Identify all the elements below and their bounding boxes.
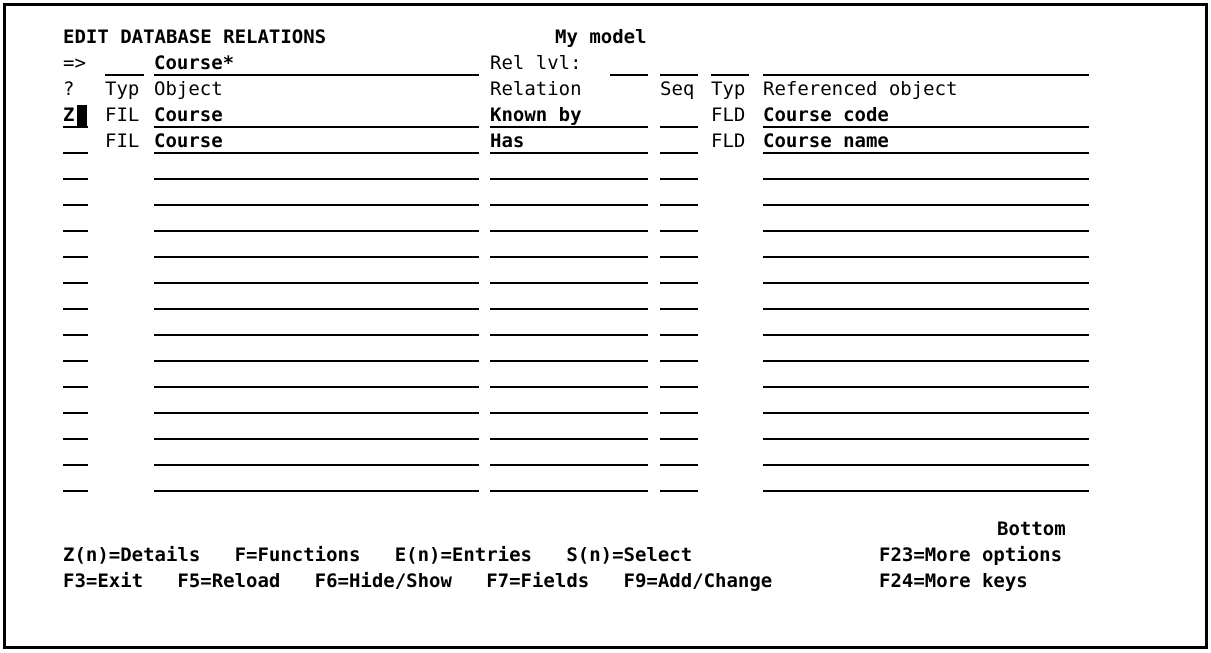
empty-object-input[interactable] [154, 390, 479, 414]
command-input[interactable] [105, 52, 144, 76]
empty-object-input[interactable] [154, 156, 479, 180]
empty-relation-input[interactable] [490, 260, 648, 284]
empty-option-input[interactable] [63, 260, 88, 284]
empty-relation-input[interactable] [490, 286, 648, 310]
empty-relation-input[interactable] [490, 364, 648, 388]
row-option-input[interactable]: Z [63, 104, 88, 128]
empty-referenced-input[interactable] [763, 364, 1089, 388]
empty-object-input[interactable] [154, 234, 479, 258]
empty-referenced-input[interactable] [763, 390, 1089, 414]
col-referenced-header: Referenced object [763, 78, 958, 100]
command-prompt: => [63, 52, 86, 74]
empty-option-input[interactable] [63, 390, 88, 414]
empty-seq-input[interactable] [660, 416, 698, 440]
empty-seq-input[interactable] [660, 234, 698, 258]
empty-object-input[interactable] [154, 338, 479, 362]
empty-relation-input[interactable] [490, 234, 648, 258]
empty-seq-input[interactable] [660, 364, 698, 388]
empty-seq-input[interactable] [660, 156, 698, 180]
empty-seq-input[interactable] [660, 260, 698, 284]
row-object[interactable]: Course [154, 104, 479, 128]
empty-option-input[interactable] [63, 364, 88, 388]
object-filter-field[interactable]: Course* [154, 52, 479, 76]
empty-seq-input[interactable] [660, 182, 698, 206]
empty-object-input[interactable] [154, 468, 479, 492]
empty-referenced-input[interactable] [763, 208, 1089, 232]
empty-relation-input[interactable] [490, 208, 648, 232]
row-ref-typ: FLD [711, 104, 746, 126]
col-relation-header: Relation [490, 78, 582, 100]
empty-seq-input[interactable] [660, 208, 698, 232]
row-typ: FIL [105, 104, 140, 126]
empty-referenced-input[interactable] [763, 260, 1089, 284]
row-relation[interactable]: Known by [490, 104, 648, 128]
col-seq-header: Seq [660, 78, 695, 100]
col-typ-header: Typ [105, 78, 140, 100]
rel-level-input[interactable] [610, 52, 648, 76]
empty-referenced-input[interactable] [763, 156, 1089, 180]
empty-seq-input[interactable] [660, 312, 698, 336]
empty-referenced-input[interactable] [763, 442, 1089, 466]
empty-option-input[interactable] [63, 442, 88, 466]
row-option-input[interactable] [63, 130, 88, 154]
empty-object-input[interactable] [154, 312, 479, 336]
empty-relation-input[interactable] [490, 390, 648, 414]
position-indicator: Bottom [997, 518, 1066, 540]
f23-more-options[interactable]: F23=More options [879, 544, 1063, 566]
empty-relation-input[interactable] [490, 182, 648, 206]
terminal-screen [3, 3, 1208, 649]
empty-object-input[interactable] [154, 260, 479, 284]
f24-more-keys[interactable]: F24=More keys [879, 570, 1028, 592]
empty-object-input[interactable] [154, 416, 479, 440]
empty-option-input[interactable] [63, 208, 88, 232]
row-seq[interactable] [660, 104, 698, 128]
empty-seq-input[interactable] [660, 442, 698, 466]
empty-option-input[interactable] [63, 416, 88, 440]
empty-referenced-input[interactable] [763, 286, 1089, 310]
empty-relation-input[interactable] [490, 468, 648, 492]
empty-referenced-input[interactable] [763, 416, 1089, 440]
empty-option-input[interactable] [63, 234, 88, 258]
empty-relation-input[interactable] [490, 338, 648, 362]
empty-referenced-input[interactable] [763, 338, 1089, 362]
empty-option-input[interactable] [63, 468, 88, 492]
model-name: My model [555, 26, 647, 48]
empty-object-input[interactable] [154, 364, 479, 388]
screen-title: EDIT DATABASE RELATIONS [63, 26, 327, 48]
empty-option-input[interactable] [63, 312, 88, 336]
empty-relation-input[interactable] [490, 312, 648, 336]
empty-seq-input[interactable] [660, 468, 698, 492]
col-ref-typ-header: Typ [711, 78, 746, 100]
col-opt-header: ? [63, 78, 75, 100]
row-object[interactable]: Course [154, 130, 479, 154]
row-relation[interactable]: Has [490, 130, 648, 154]
empty-option-input[interactable] [63, 182, 88, 206]
empty-object-input[interactable] [154, 182, 479, 206]
referenced-filter-field[interactable] [763, 52, 1089, 76]
text-cursor [77, 105, 87, 126]
empty-referenced-input[interactable] [763, 234, 1089, 258]
row-typ: FIL [105, 130, 140, 152]
empty-referenced-input[interactable] [763, 312, 1089, 336]
row-referenced-object[interactable]: Course code [763, 104, 1089, 128]
row-ref-typ: FLD [711, 130, 746, 152]
empty-relation-input[interactable] [490, 416, 648, 440]
row-seq[interactable] [660, 130, 698, 154]
empty-option-input[interactable] [63, 338, 88, 362]
empty-object-input[interactable] [154, 286, 479, 310]
empty-object-input[interactable] [154, 442, 479, 466]
empty-seq-input[interactable] [660, 338, 698, 362]
function-key-legend: F3=Exit F5=Reload F6=Hide/Show F7=Fields F9=Add/Change [63, 570, 773, 592]
col-object-header: Object [154, 78, 223, 100]
rel-level-label: Rel lvl: [490, 52, 582, 74]
seq-filter-line [660, 74, 698, 76]
empty-relation-input[interactable] [490, 156, 648, 180]
empty-referenced-input[interactable] [763, 182, 1089, 206]
empty-relation-input[interactable] [490, 442, 648, 466]
empty-referenced-input[interactable] [763, 468, 1089, 492]
row-referenced-object[interactable]: Course name [763, 130, 1089, 154]
empty-option-input[interactable] [63, 286, 88, 310]
empty-seq-input[interactable] [660, 286, 698, 310]
option-legend: Z(n)=Details F=Functions E(n)=Entries S(n)=Select [63, 544, 693, 566]
typ-filter-line [711, 74, 749, 76]
empty-option-input[interactable] [63, 156, 88, 180]
empty-seq-input[interactable] [660, 390, 698, 414]
empty-object-input[interactable] [154, 208, 479, 232]
